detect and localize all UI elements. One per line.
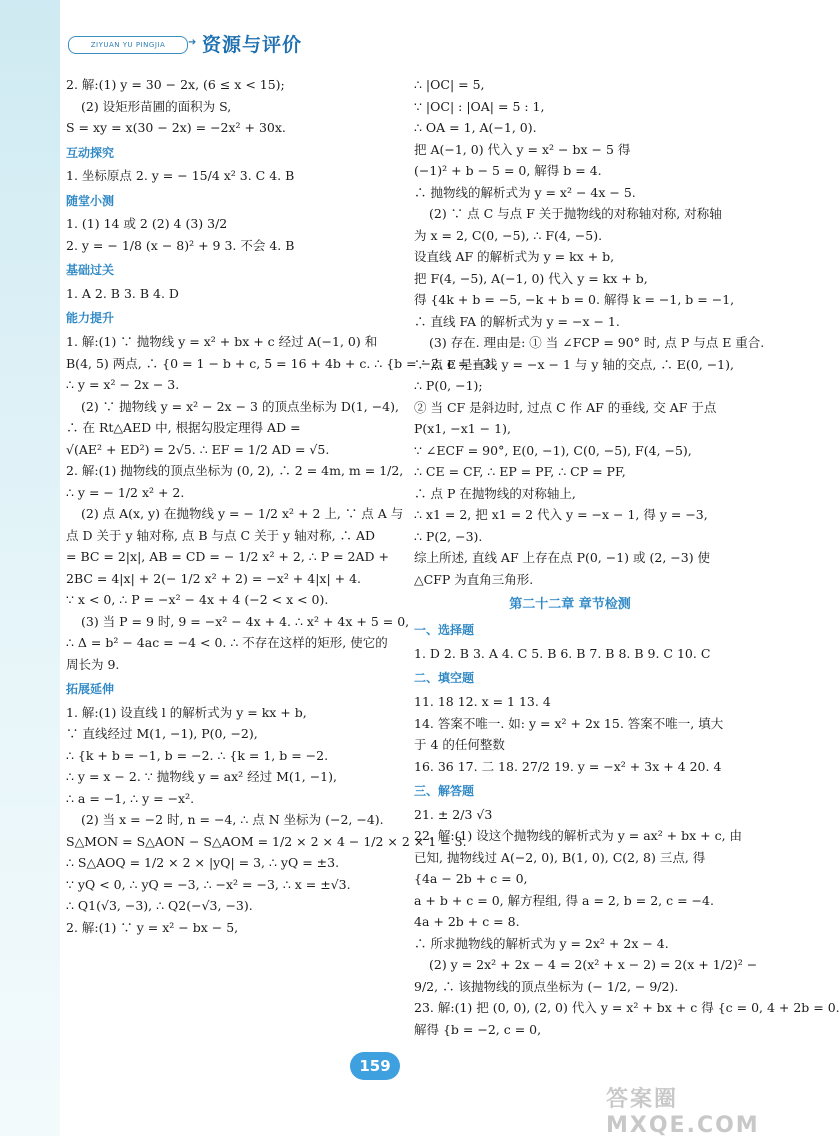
text-line: 综上所述, 直线 AF 上存在点 P(0, −1) 或 (2, −3) 使: [414, 550, 711, 565]
text-line: = BC = 2|x|, AB = CD = − 1/2 x² + 2, ∴ P = 2AD +: [66, 549, 389, 564]
text-line: 为 x = 2, C(0, −5), ∴ F(4, −5).: [414, 227, 603, 243]
text-line: 1. A 2. B 3. B 4. D: [66, 285, 179, 301]
section-heading: 一、选择题: [414, 623, 475, 638]
text-line: (2) ∵ 点 C 与点 F 关于抛物线的对称轴对称, 对称轴: [429, 206, 722, 221]
section-heading: 互动探究: [66, 145, 115, 160]
text-line: (2) 当 x = −2 时, n = −4, ∴ 点 N 坐标为 (−2, −4).: [81, 812, 384, 828]
text-line: 21. ± 2/3 √3: [414, 806, 493, 822]
text-line: ∵ 直线经过 M(1, −1), P(0, −2),: [66, 726, 258, 742]
text-line: ∴ CE = CF, ∴ EP = PF, ∴ CP = PF,: [414, 464, 626, 479]
text-line: ∴ 在 Rt△AED 中, 根据勾股定理得 AD =: [66, 420, 301, 435]
text-line: 把 F(4, −5), A(−1, 0) 代入 y = kx + b,: [414, 270, 648, 286]
section-heading: 基础过关: [66, 263, 115, 278]
text-line: 9/2, ∴ 该抛物线的顶点坐标为 (− 1/2, − 9/2).: [414, 978, 679, 994]
section-heading: 拓展延伸: [66, 682, 115, 696]
text-line: P(x1, −x1 − 1),: [414, 421, 511, 436]
text-line: {4a − 2b + c = 0,: [414, 871, 528, 887]
header-pinyin: ZIYUAN YU PINGJIA: [68, 36, 188, 54]
text-line: S = xy = x(30 − 2x) = −2x² + 30x.: [66, 120, 286, 135]
text-line: ∴ y = x² − 2x − 3.: [66, 377, 180, 392]
text-line: ∴ P(0, −1);: [414, 378, 483, 393]
text-line: 1. 解:(1) 设直线 l 的解析式为 y = kx + b,: [66, 704, 307, 720]
text-line: △CFP 为直角三角形.: [414, 571, 534, 587]
watermark: 答案圈 MXQE.COM: [606, 1087, 760, 1138]
text-line: 把 A(−1, 0) 代入 y = x² − bx − 5 得: [414, 141, 631, 157]
section-heading: 三、解答题: [414, 784, 475, 799]
text-line: ∵ |OC| : |OA| = 5 : 1,: [414, 98, 545, 114]
text-line: B(4, 5) 两点, ∴ {0 = 1 − b + c, 5 = 16 + 4b + c. ∴ {b = −2, c = −3.: [66, 355, 495, 371]
right-column: [414, 74, 840, 1040]
text-line: ∴ |OC| = 5,: [414, 77, 485, 92]
text-line: 2. y = − 1/8 (x − 8)² + 9 3. 不会 4. B: [66, 237, 295, 253]
header-title: 资源与评价: [202, 34, 303, 56]
text-line: 1. 坐标原点 2. y = − 15/4 x² 3. C 4. B: [66, 168, 295, 184]
section-heading: 随堂小测: [66, 193, 115, 208]
text-line: 23. 解:(1) 把 (0, 0), (2, 0) 代入 y = x² + bx + c 得 {c = 0, 4 + 2b = 0.: [414, 1000, 840, 1016]
text-line: (2) 点 A(x, y) 在抛物线 y = − 1/2 x² + 2 上, ∵ 点 A 与: [81, 506, 404, 521]
text-line: ∴ 直线 FA 的解析式为 y = −x − 1.: [414, 313, 620, 329]
section-heading: 能力提升: [66, 311, 115, 326]
text-line: ∴ x1 = 2, 把 x1 = 2 代入 y = −x − 1, 得 y = −3,: [414, 507, 708, 522]
text-line: 14. 答案不唯一. 如: y = x² + 2x 15. 答案不唯一, 填大: [414, 715, 724, 731]
text-line: ∴ P(2, −3).: [414, 528, 483, 544]
text-line: 解得 {b = −2, c = 0,: [414, 1021, 542, 1037]
text-line: 4a + 2b + c = 8.: [414, 914, 520, 930]
page-number: 159: [350, 1052, 400, 1080]
text-line: a + b + c = 0, 解方程组, 得 a = 2, b = 2, c = −4.: [414, 892, 714, 908]
text-line: S△MON = S△AON − S△AOM = 1/2 × 2 × 4 − 1/2 × 2 × 1 = 3.: [66, 833, 467, 849]
text-line: 2BC = 4|x| + 2(− 1/2 x² + 2) = −x² + 4|x| + 4.: [66, 570, 362, 586]
text-line: ∵ ∠ECF = 90°, E(0, −1), C(0, −5), F(4, −5),: [414, 442, 692, 458]
text-line: 16. 36 17. 二 18. 27/2 19. y = −x² + 3x + 4 20. 4: [414, 758, 722, 774]
text-line: (2) ∵ 抛物线 y = x² − 2x − 3 的顶点坐标为 D(1, −4),: [81, 398, 399, 414]
text-line: 周长为 9.: [66, 656, 120, 672]
text-line: ∴ S△AOQ = 1/2 × 2 × |yQ| = 3, ∴ yQ = ±3.: [66, 855, 340, 871]
text-line: 22. 解:(1) 设这个抛物线的解析式为 y = ax² + bx + c, 由: [414, 828, 743, 844]
chapter-heading: 第二十二章 章节检测: [509, 597, 631, 612]
text-line: ∴ Δ = b² − 4ac = −4 < 0. ∴ 不存在这样的矩形, 使它的: [66, 635, 388, 650]
text-line: ∴ 抛物线的解析式为 y = x² − 4x − 5.: [414, 184, 636, 200]
text-line: ∴ a = −1, ∴ y = −x².: [66, 790, 195, 806]
page-header: [60, 28, 320, 62]
text-line: 得 {4k + b = −5, −k + b = 0. 解得 k = −1, b = −1,: [414, 292, 735, 307]
text-line: ∵ x < 0, ∴ P = −x² − 4x + 4 (−2 < x < 0).: [66, 592, 329, 607]
text-line: 于 4 的任何整数: [414, 737, 505, 753]
text-line: 已知, 抛物线过 A(−2, 0), B(1, 0), C(2, 8) 三点, 得: [414, 849, 706, 865]
text-line: 设直线 AF 的解析式为 y = kx + b,: [414, 249, 615, 264]
text-line: √(AE² + ED²) = 2√5. ∴ EF = 1/2 AD = √5.: [66, 441, 330, 457]
text-line: (2) y = 2x² + 2x − 4 = 2(x² + x − 2) = 2(x + 1/2)² −: [429, 957, 758, 973]
text-line: ∵ 点 E 是直线 y = −x − 1 与 y 轴的交点, ∴ E(0, −1),: [414, 356, 734, 372]
text-line: (2) 设矩形苗圃的面积为 S,: [81, 98, 232, 114]
text-line: (−1)² + b − 5 = 0, 解得 b = 4.: [414, 163, 602, 178]
text-line: 2. 解:(1) 抛物线的顶点坐标为 (0, 2), ∴ 2 = 4m, m = 1/2,: [66, 463, 404, 478]
text-line: 1. (1) 14 或 2 (2) 4 (3) 3/2: [66, 216, 228, 232]
text-line: ② 当 CF 是斜边时, 过点 C 作 AF 的垂线, 交 AF 于点: [414, 399, 717, 415]
arrow-icon: ➜: [188, 37, 197, 48]
text-line: ∴ 点 P 在抛物线的对称轴上,: [414, 485, 576, 501]
side-color-band: [0, 0, 60, 1136]
text-line: (3) 存在. 理由是: ① 当 ∠FCP = 90° 时, 点 P 与点 E 重合.: [429, 335, 765, 350]
text-line: 2. 解:(1) y = 30 − 2x, (6 ≤ x < 15);: [66, 77, 285, 92]
text-line: 点 D 关于 y 轴对称, 点 B 与点 C 关于 y 轴对称, ∴ AD: [66, 527, 376, 543]
text-line: 2. 解:(1) ∵ y = x² − bx − 5,: [66, 919, 239, 935]
text-line: ∴ y = − 1/2 x² + 2.: [66, 484, 185, 500]
text-line: 1. 解:(1) ∵ 抛物线 y = x² + bx + c 经过 A(−1, 0) 和: [66, 334, 378, 349]
text-line: 1. D 2. B 3. A 4. C 5. B 6. B 7. B 8. B 9. C 10. C: [414, 645, 711, 661]
section-heading: 二、填空题: [414, 671, 475, 686]
text-line: ∴ Q1(√3, −3), ∴ Q2(−√3, −3).: [66, 898, 253, 914]
text-line: (3) 当 P = 9 时, 9 = −x² − 4x + 4. ∴ x² + 4x + 5 = 0,: [81, 613, 410, 629]
text-line: ∵ yQ < 0, ∴ yQ = −3, ∴ −x² = −3, ∴ x = ±√3.: [66, 876, 351, 892]
text-line: ∴ 所求抛物线的解析式为 y = 2x² + 2x − 4.: [414, 935, 669, 951]
text-line: ∴ y = x − 2. ∵ 抛物线 y = ax² 经过 M(1, −1),: [66, 769, 337, 785]
text-line: 11. 18 12. x = 1 13. 4: [414, 694, 551, 710]
text-line: ∴ {k + b = −1, b = −2. ∴ {k = 1, b = −2.: [66, 747, 329, 763]
text-line: ∴ OA = 1, A(−1, 0).: [414, 120, 537, 135]
